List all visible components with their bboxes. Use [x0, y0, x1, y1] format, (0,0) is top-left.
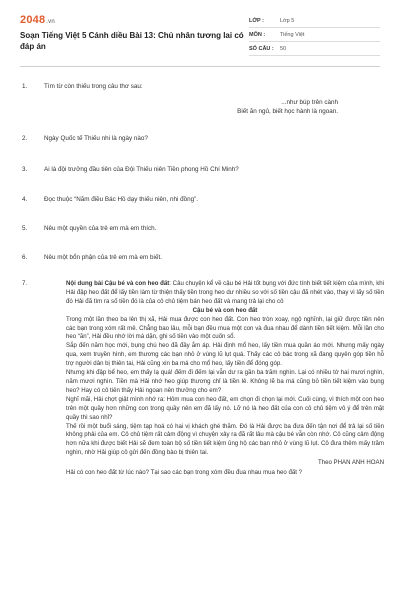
poem-quote: [237, 98, 338, 116]
passage-intro-title: Nội dung bài Cậu bé và con heo đất: [66, 280, 170, 287]
question-text: Ai là đội trưởng đầu tiên của Đội Thiếu niên Tiền phong Hồ Chí Minh?: [44, 166, 239, 173]
story-paragraph: Nhưng khi đập bể heo, em thấy lạ quá! đếm đi đếm lại vẫn dư ra gần ba trăm nghìn. Lại có nhiều tờ hai mươi nghìn, năm mươi nghìn. Tiền mà Hải nhớ heo giúp thương chỉ là tiền lẻ. Không lẽ ba má cũng bỏ tiền tiết kiệm vào bụng heo? Hay có cô tiên thấy Hải ngoan nên thưởng cho em?: [66, 369, 384, 394]
meta-row-subject: [249, 28, 380, 42]
document-meta: [249, 14, 380, 56]
question-text: Đọc thuộc “Năm điều Bác Hồ dạy thiếu niên, nhi đồng”.: [44, 196, 199, 203]
story-author: Theo PHAN ANH HOAN: [317, 459, 384, 467]
meta-key: LỚP :: [249, 17, 264, 24]
meta-row-count: [249, 42, 380, 56]
logo-text: 2048: [20, 14, 46, 26]
question-text: Tìm từ còn thiếu trong câu thơ sau:: [44, 83, 143, 90]
header-divider: [20, 66, 380, 67]
passage-intro-text: : Câu chuyện kể về cậu bé Hải tốt bụng với đức tính biết tiết kiệm của mình, khi Hải đập heo đất để lấy tiền làm từ thiện thấy tiền trong heo dư nhiều so với số tiền cậu đã nhét vào, thay vì lấy số tiền đó Hải đã tìm ra số tiền đó là của cô chủ tiệm bán heo đất và mang trả lại cho cô: [66, 280, 385, 305]
question-number: 7.: [22, 280, 28, 287]
passage-intro: [66, 280, 384, 307]
document-title: Soạn Tiếng Việt 5 Cánh diều Bài 13: Chủ nhân tương lai có đáp án: [20, 31, 244, 51]
story-paragraph: Nghĩ mãi, Hải chợt giật mình nhớ ra: Hôm mua con heo đất, em chọn đi chọn lại mới. Cuối cùng, vì thích một con heo trên một quầy hơn những con trong quầy nên em đã lấy nó. Lỡ nó là heo đất của con cô chủ tiệm vô ý để trên mặt quầy thì sao nhỉ?: [66, 395, 384, 421]
story-paragraph: Sắp đến năm học mới, bụng chú heo đã đầy ắm áp. Hải định mổ heo, lấy tiền mua quần áo mới. Nhưng mấy ngày qua, xem truyền hình, em thương các bạn nhỏ ở vùng lũ lụt quá. Thấy các cô bác trong xã đang quyên góp tiền hỗ trợ người dân bị thiên tai, Hải cũng xin ba má cho mổ heo, lấy tiền để đóng góp.: [66, 342, 384, 368]
question-text: Ngày Quốc tế Thiếu nhi là ngày nào?: [44, 135, 148, 142]
logo-suffix: .vn: [46, 19, 55, 25]
reading-passage: [66, 280, 384, 478]
meta-value: Tiếng Việt: [280, 31, 305, 38]
site-logo[interactable]: [20, 14, 55, 26]
story-paragraph: Trong một lần theo ba lên thị xã, Hải mua được con heo đất. Con heo tròn xoay, ngộ nghĩnh, lại giữ được tiền nên các bạn trong xóm rất mê. Chẳng bao lâu, mỗi bạn đều mua một con và đua nhau để dành tiền tiết kiệm. Mỗi lần cho heo “ăn”, Hải đều nhớ lời má dặn, ghi số tiền vào một cuốn sổ.: [66, 315, 384, 341]
story-title: Cậu bé và con heo đất: [192, 306, 258, 314]
poem-line: ...như búp trên cành: [281, 99, 338, 106]
question-text: Nêu một bổn phận của trẻ em mà em biết.: [44, 254, 162, 261]
meta-value: Lớp 5: [280, 17, 295, 24]
question-text: Nêu một quyền của trẻ em mà em thích.: [44, 225, 157, 232]
story-paragraph: Thế rồi một buổi sáng, tiệm tạp hoá có hai vị khách ghé thăm. Đó là Hải được ba đưa đến tận nơi để trả lại số tiền không phải của em. Cô chủ tiệm rất cảm động vì chuyện xảy ra đã rất lâu mà cậu bé vẫn còn nhớ. Cô cũng cảm động hơn nữa khi được biết Hải sẽ đem toàn bộ số tiền tiết kiệm ủng hộ các bạn nhỏ ở vùng lũ lụt. Cô đưa thêm mấy trăm nghìn, nhờ Hải giúp cô gửi đến đồng bào bị thiên tai.: [66, 422, 385, 457]
question-number: 5.: [22, 225, 28, 232]
question-number: 3.: [22, 166, 28, 173]
question-number: 4.: [22, 196, 28, 203]
story-question: Hải có con heo đất từ lúc nào? Tại sao các bạn trong xóm đều đua nhau mua heo đất ?: [66, 469, 303, 477]
question-number: 1.: [22, 83, 28, 90]
poem-line: Biết ăn ngủ, biết học hành là ngoan.: [237, 108, 338, 115]
meta-key: MÔN :: [249, 31, 266, 38]
meta-value: 50: [280, 45, 287, 52]
question-number: 6.: [22, 254, 28, 261]
question-number: 2.: [22, 135, 28, 142]
meta-key: SỐ CÂU :: [249, 45, 274, 52]
meta-row-class: [249, 14, 380, 28]
